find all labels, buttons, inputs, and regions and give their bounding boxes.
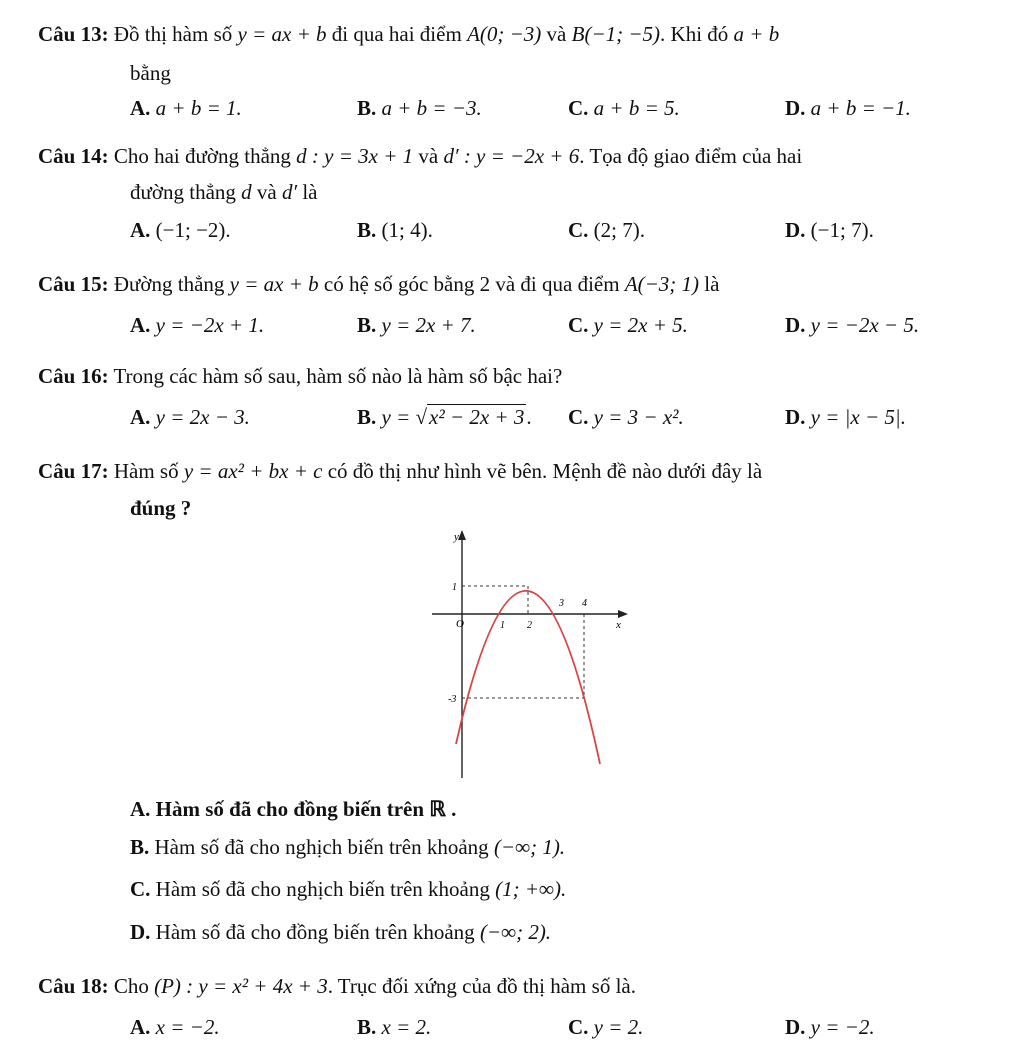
y-axis-label: y [454,531,459,543]
parabola-curve [456,591,600,764]
parabola-equation: (P) : y = x² + 4x + 3 [154,974,328,998]
x-axis-arrow-icon [618,610,628,618]
question-number: Câu 13: [38,22,109,46]
tick-label: 1 [500,620,505,631]
question-text: Cho [113,974,149,998]
question-text: và [418,144,439,168]
line-d-prime: d′ : y = −2x + 6 [443,144,580,168]
option-c[interactable]: C. y = 3 − x². [568,405,684,429]
question-text: và [546,22,567,46]
option-a[interactable]: A. y = −2x + 1. [130,313,265,337]
x-axis-label: x [616,619,621,631]
option-a[interactable]: A. Hàm số đã cho đồng biến trên ℝ . [130,797,457,821]
equation: y = ax + b [229,272,319,296]
tick-label: -3 [448,694,457,705]
option-b[interactable]: B. y = 2x + 7. [357,313,476,337]
tick-label: 3 [559,598,564,609]
question-17 [38,455,998,487]
question-15 [38,268,998,300]
parabola-graph [432,528,632,778]
radicand: x² − 2x + 3 [429,405,525,429]
option-a[interactable]: A. y = 2x − 3. [130,405,250,429]
question-text: Cho hai đường thẳng [113,144,291,168]
question-number: Câu 14: [38,144,109,168]
question-text: Đồ thị hàm số [113,22,233,46]
point-a: A(0; −3) [467,22,542,46]
question-number: Câu 15: [38,272,109,296]
y-axis-arrow-icon [458,530,466,540]
option-a[interactable]: A. x = −2. [130,1015,220,1039]
question-number: Câu 17: [38,459,109,483]
question-text: . Khi đó [660,22,729,46]
equation: y = ax + b [237,22,327,46]
expression: a + b [733,22,780,46]
question-text: có đồ thị như hình vẽ bên. Mệnh đề nào dưới đây là [327,459,763,483]
question-text: . Tọa độ giao điểm của hai [579,144,803,168]
option-c[interactable]: C. a + b = 5. [568,96,680,120]
option-b[interactable]: B. (1; 4). [357,218,433,242]
question-14 [38,140,998,172]
question-16 [38,360,998,392]
option-b[interactable]: B. y = √x² − 2x + 3. [357,405,532,429]
question-text: Trong các hàm số sau, hàm số nào là hàm số bậc hai? [113,364,563,388]
question-number: Câu 16: [38,364,109,388]
option-d[interactable]: D. y = −2x − 5. [785,313,920,337]
line-d: d : y = 3x + 1 [296,144,414,168]
option-d[interactable]: D. y = |x − 5|. [785,405,906,429]
point-a: A(−3; 1) [624,272,700,296]
question-text: . Trục đối xứng của đồ thị hàm số là. [327,974,636,998]
question-13-line2: bằng [130,61,171,85]
option-d[interactable]: D. a + b = −1. [785,96,911,120]
option-d[interactable]: D. y = −2. [785,1015,875,1039]
option-a[interactable]: A. (−1; −2). [130,218,231,242]
question-18 [38,970,998,1002]
option-c[interactable]: C. y = 2. [568,1015,644,1039]
option-d[interactable]: D. Hàm số đã cho đồng biến trên khoảng (−∞; 2). [130,920,552,944]
question-text: Đường thẳng [113,272,225,296]
point-b: B(−1; −5) [571,22,661,46]
question-text: là [704,272,720,296]
equation: y = ax² + bx + c [183,459,323,483]
question-text: có hệ số góc bằng 2 và đi qua điểm [323,272,620,296]
option-c[interactable]: C. (2; 7). [568,218,645,242]
option-b[interactable]: B. x = 2. [357,1015,432,1039]
option-c[interactable]: C. y = 2x + 5. [568,313,688,337]
question-14-line2: đường thẳng d và d′ là [130,180,318,204]
option-a[interactable]: A. a + b = 1. [130,96,242,120]
question-number: Câu 18: [38,974,109,998]
question-17-line2: đúng ? [130,496,192,520]
tick-label: 1 [452,582,457,593]
option-b[interactable]: B. Hàm số đã cho nghịch biến trên khoảng (−∞; 1). [130,835,566,859]
option-b[interactable]: B. a + b = −3. [357,96,482,120]
origin-label: O [456,618,464,630]
tick-label: 4 [582,598,587,609]
question-text: đi qua hai điểm [331,22,462,46]
option-c[interactable]: C. Hàm số đã cho nghịch biến trên khoảng (1; +∞). [130,877,567,901]
question-13 [38,18,998,50]
option-d[interactable]: D. (−1; 7). [785,218,874,242]
tick-label: 2 [527,620,532,631]
question-text: Hàm số [113,459,179,483]
